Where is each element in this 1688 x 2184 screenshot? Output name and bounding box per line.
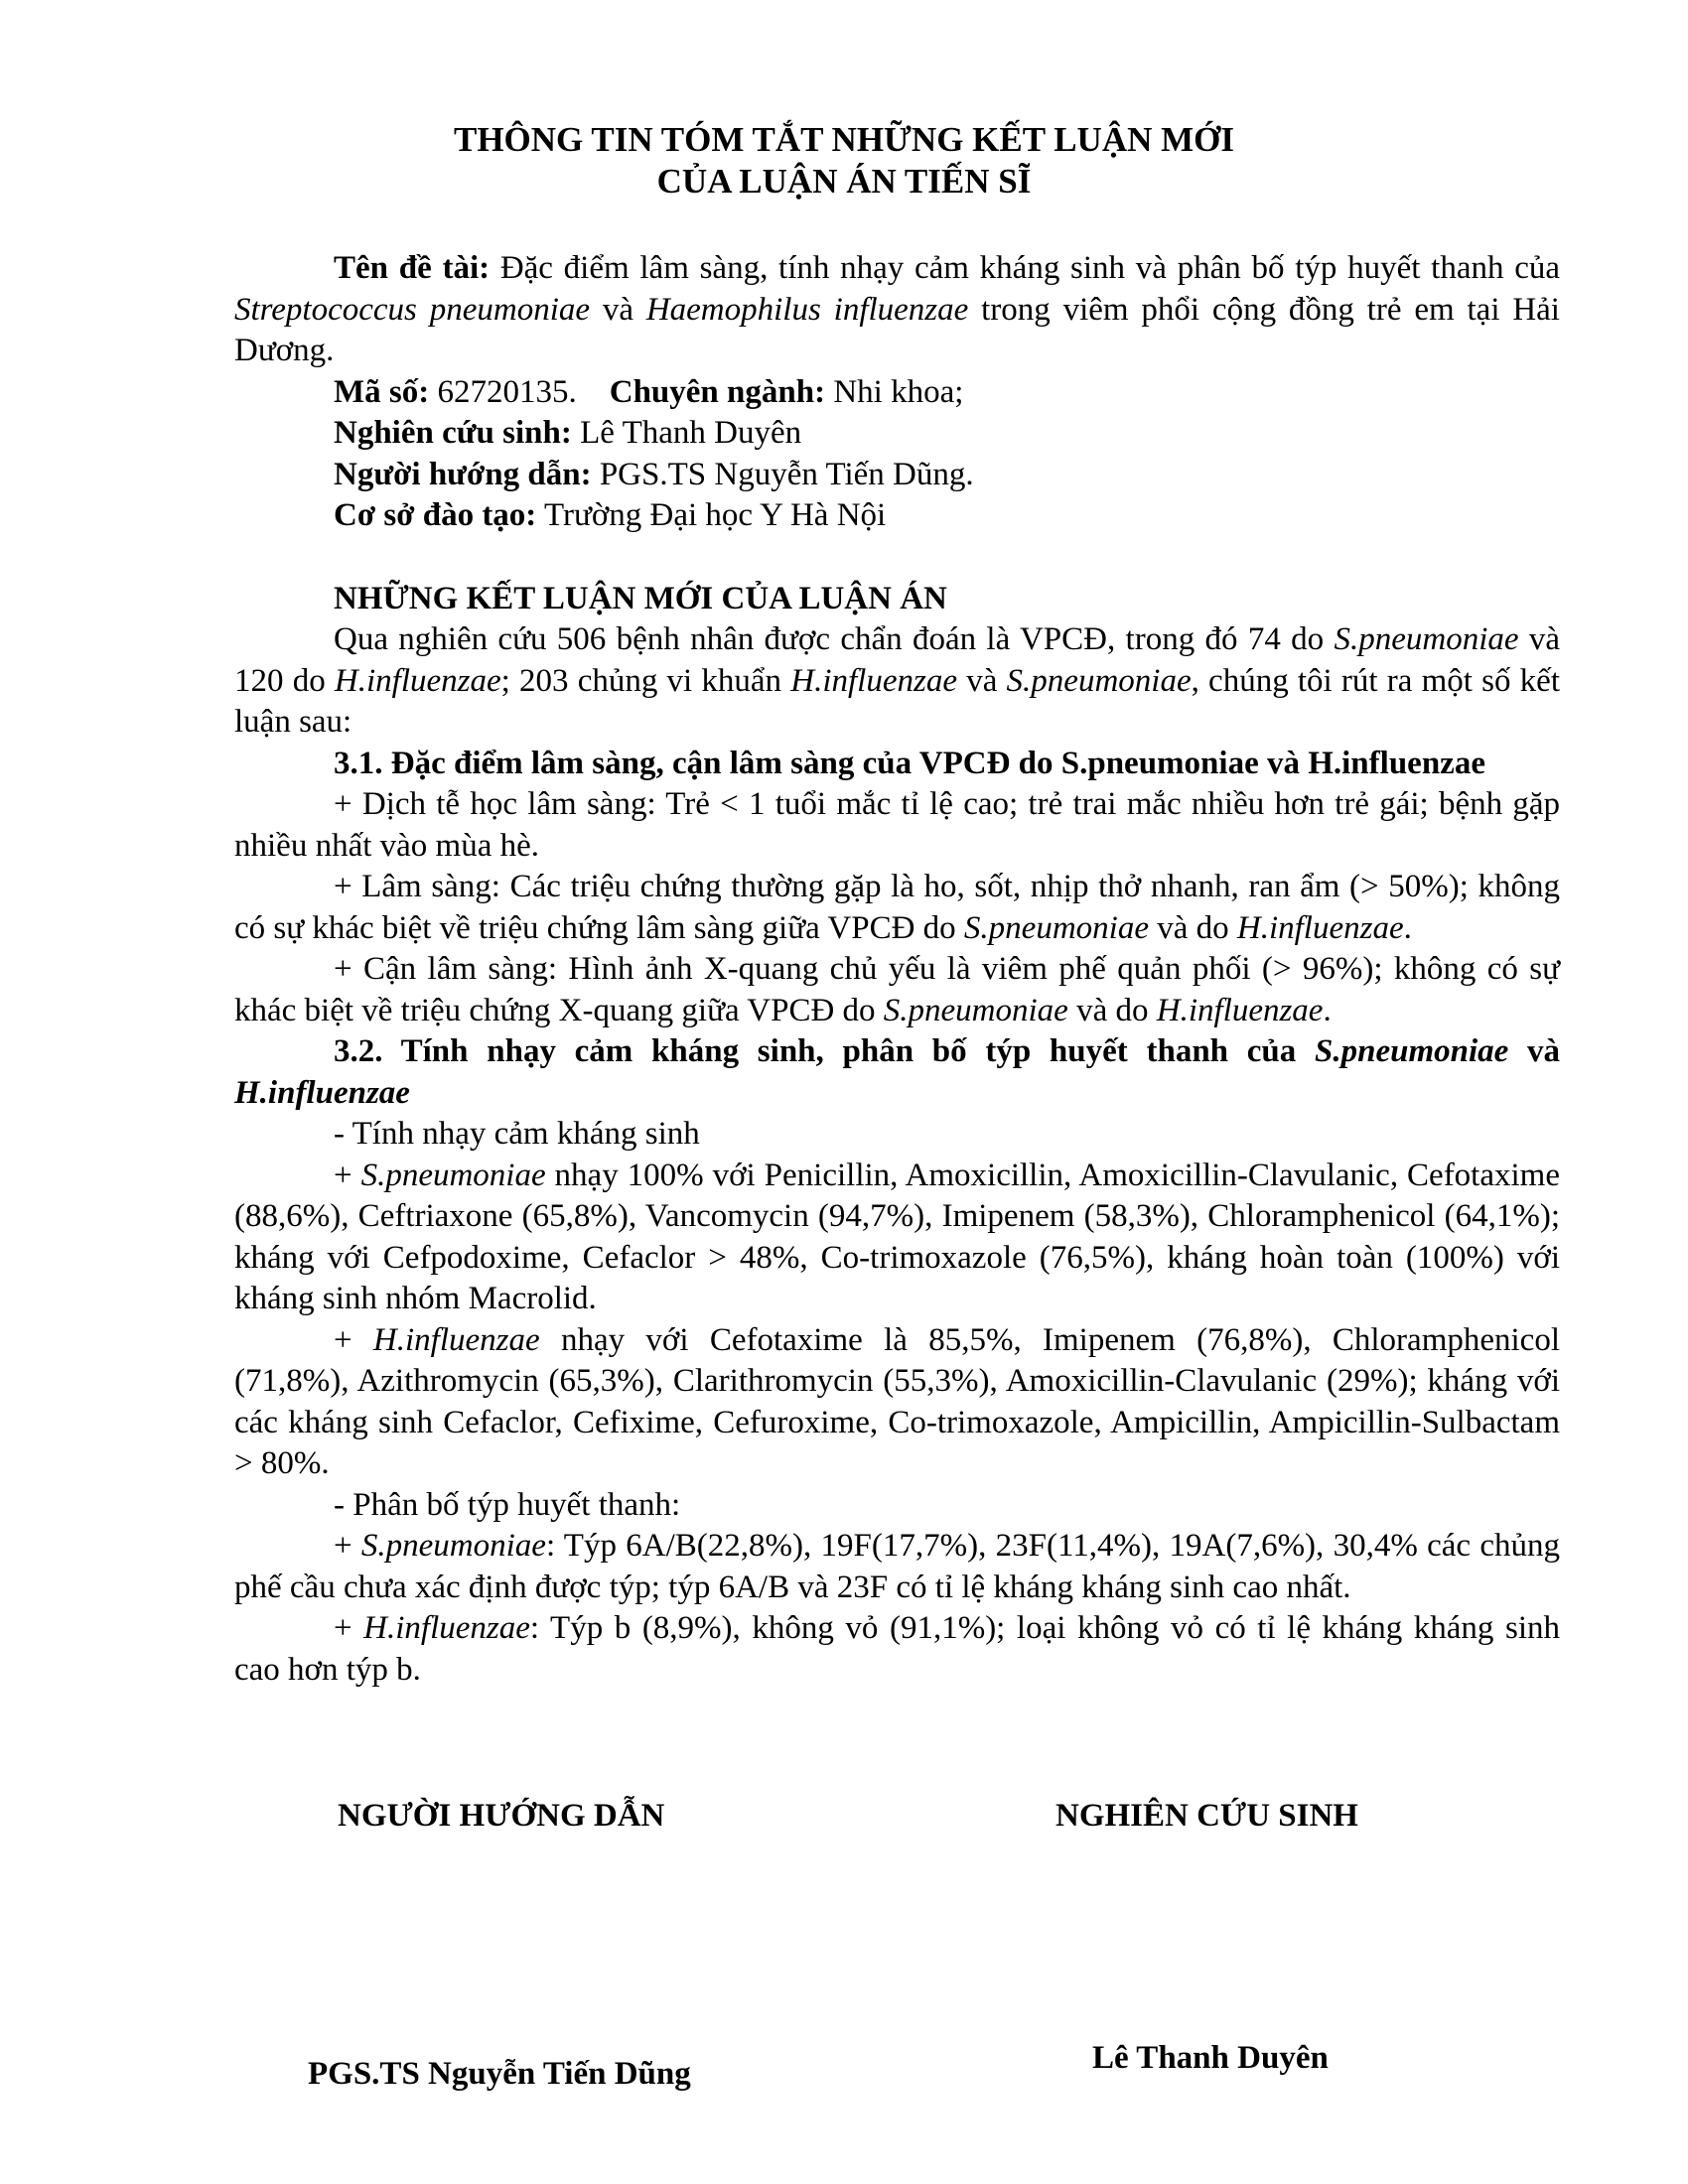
institution-value: Trường Đại học Y Hà Nội	[536, 497, 887, 533]
document-body	[234, 248, 1560, 1691]
researcher-label: Nghiên cứu sinh:	[334, 415, 572, 451]
researcher-signature-heading: NGHIÊN CỨU SINH	[1055, 1798, 1358, 1834]
sensitivity-s-pneumoniae: + S.pneumoniae nhạy 100% với Penicillin, Amoxicillin, Amoxicillin-Clavulanic, Cefotaxime (88,6%), Ceftriaxone (65,8%), Vancomycin (94,7%), Imipenem (58,3%), Chloramphenicol (64,1%); kháng với Cefpodoxime, Cefaclor > 48%, Co-trimoxazole (76,5%), kháng hoàn toàn (100%) với kháng sinh nhóm Macrolid.	[234, 1157, 1560, 1316]
code-line	[234, 372, 1560, 414]
advisor-label: Người hướng dẫn:	[334, 456, 592, 492]
sensitivity-h-influenzae: + H.influenzae nhạy với Cefotaxime là 85,5%, Imipenem (76,8%), Chloramphenicol (71,8%), Azithromycin (65,3%), Clarithromycin (55,3%), Amoxicillin-Clavulanic (29%); kháng với các kháng sinh Cefaclor, Cefixime, Cefuroxime, Co-trimoxazole, Ampicillin, Ampicillin-Sulbactam > 80%.	[234, 1321, 1560, 1481]
serotype-subtitle: - Phân bố týp huyết thanh:	[334, 1486, 681, 1523]
institution-label: Cơ sở đào tạo:	[334, 497, 537, 533]
code-label: Mã số:	[334, 373, 430, 410]
specialty-value: Nhi khoa;	[825, 373, 964, 410]
topic-paragraph: Tên đề tài: Đặc điểm lâm sàng, tính nhạy cảm kháng sinh và phân bố týp huyết thanh của Streptococcus pneumoniae và Haemophilus influenzae trong viêm phổi cộng đồng trẻ em tại Hải Dương.	[234, 250, 1560, 368]
serotype-h-influenzae: + H.influenzae: Týp b (8,9%), không vỏ (91,1%); loại không vỏ có tỉ lệ kháng kháng sinh cao hơn týp b.	[234, 1610, 1560, 1688]
section-3-1-paraclinical: + Cận lâm sàng: Hình ảnh X-quang chủ yếu là viêm phế quản phối (> 96%); không có sự khác biệt về triệu chứng X-quang giữa VPCĐ do S.pneumoniae và do H.influenzae.	[234, 951, 1560, 1028]
advisor-signature-name: PGS.TS Nguyễn Tiến Dũng	[308, 2056, 691, 2092]
advisor-value: PGS.TS Nguyễn Tiến Dũng.	[591, 456, 974, 492]
researcher-line	[234, 413, 1560, 455]
conclusions-intro: Qua nghiên cứu 506 bệnh nhân được chẩn đoán là VPCĐ, trong đó 74 do S.pneumoniae và 120 do H.influenzae; 203 chủng vi khuẩn H.influenzae và S.pneumoniae, chúng tôi rút ra một số kết luận sau:	[234, 621, 1560, 740]
advisor-line	[234, 455, 1560, 496]
document-title-line-2: CỦA LUẬN ÁN TIẾN SĨ	[656, 162, 1032, 201]
institution-line	[234, 495, 1560, 537]
researcher-signature-name: Lê Thanh Duyên	[1092, 2040, 1329, 2076]
section-3-1-clinical: + Lâm sàng: Các triệu chứng thường gặp là ho, sốt, nhịp thở nhanh, ran ẩm (> 50%); không có sự khác biệt về triệu chứng lâm sàng giữa VPCĐ do S.pneumoniae và do H.influenzae.	[234, 869, 1560, 946]
advisor-signature-heading: NGƯỜI HƯỚNG DẪN	[338, 1798, 665, 1834]
sensitivity-subtitle: - Tính nhạy cảm kháng sinh	[334, 1116, 700, 1152]
researcher-value: Lê Thanh Duyên	[571, 415, 802, 451]
section-3-1-epidemiology: + Dịch tễ học lâm sàng: Trẻ < 1 tuổi mắc tỉ lệ cao; trẻ trai mắc nhiều hơn trẻ gái; bệnh gặp nhiều nhất vào mùa hè.	[234, 786, 1560, 864]
conclusions-heading: NHỮNG KẾT LUẬN MỚI CỦA LUẬN ÁN	[334, 580, 947, 616]
topic-label: Tên đề tài:	[334, 250, 491, 286]
code-value: 62720135.	[429, 373, 577, 410]
section-3-2-heading: 3.2. Tính nhạy cảm kháng sinh, phân bố týp huyết thanh của S.pneumoniae và H.influenzae	[234, 1033, 1561, 1111]
serotype-s-pneumoniae: + S.pneumoniae: Týp 6A/B(22,8%), 19F(17,7%), 23F(11,4%), 19A(7,6%), 30,4% các chủng phế cầu chưa xác định được týp; týp 6A/B và 23F có tỉ lệ kháng kháng sinh cao nhất.	[234, 1528, 1560, 1605]
section-3-1-heading: 3.1. Đặc điểm lâm sàng, cận lâm sàng của VPCĐ do S.pneumoniae và H.influenzae	[334, 745, 1485, 781]
document-title-line-1: THÔNG TIN TÓM TẮT NHỮNG KẾT LUẬN MỚI	[453, 120, 1234, 159]
specialty-label: Chuyên ngành:	[609, 373, 826, 410]
